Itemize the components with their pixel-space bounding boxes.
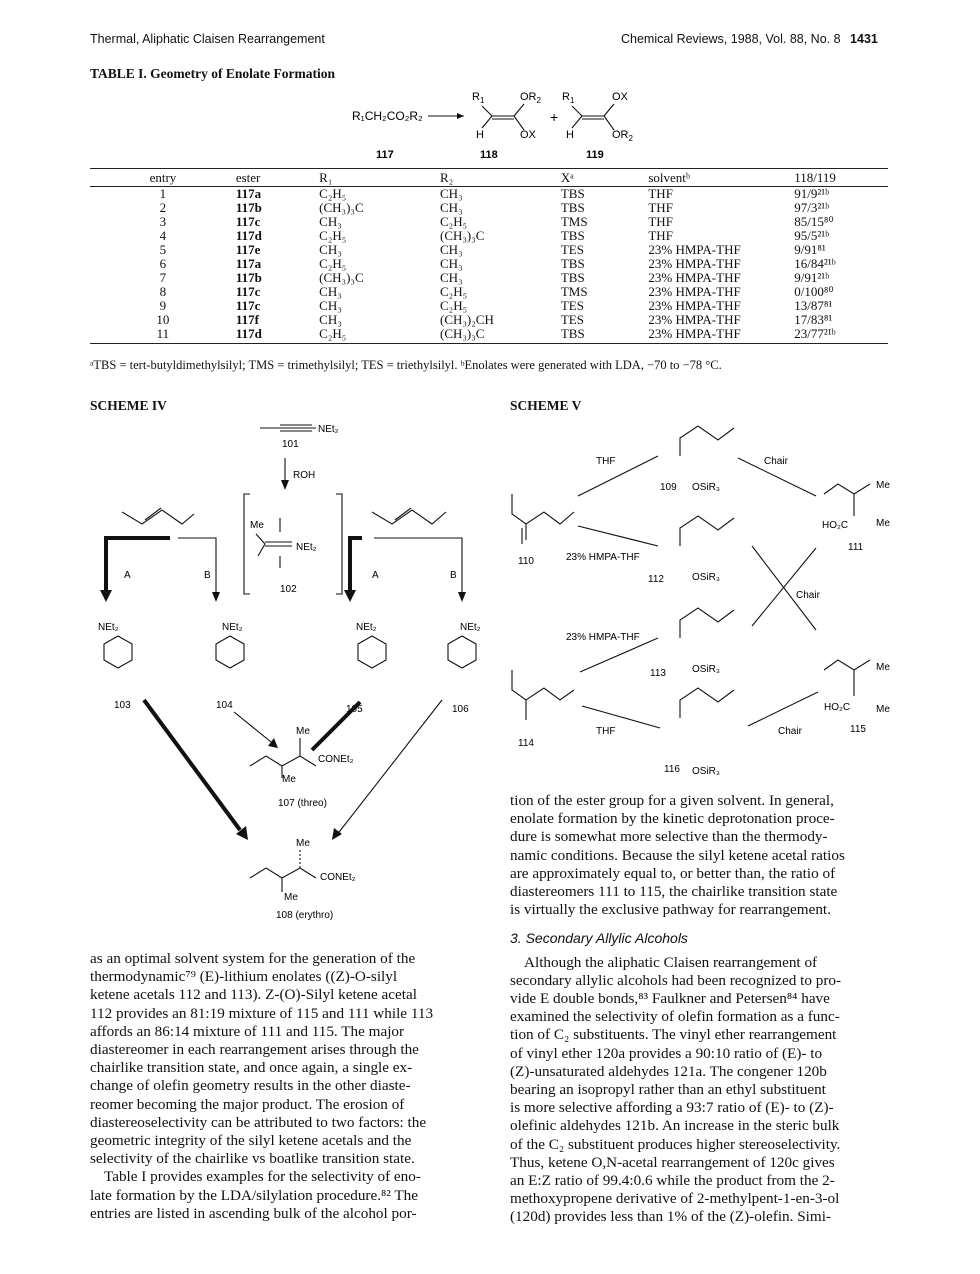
table-cell: 17/83⁸¹: [794, 312, 833, 327]
table-cell: 23% HMPA-THF: [648, 312, 741, 327]
text-line: diastereomer in each rearrangement arises through the: [90, 1041, 419, 1059]
text-line: reomer becoming the major product. The erosion of: [90, 1095, 405, 1113]
table-cell: 5: [159, 242, 167, 257]
chair-label-3: Chair: [778, 726, 802, 737]
table-cell: 23% HMPA-THF: [648, 298, 741, 313]
path-a-left: A: [124, 570, 131, 581]
path-b-left: B: [204, 570, 211, 581]
svg-text:R1: $R_1$: [562, 91, 575, 105]
table-cell: 117b: [235, 270, 262, 285]
label-110: 110: [518, 556, 534, 567]
table-row: [90, 271, 888, 285]
scheme-v-diagram: [498, 416, 898, 786]
ho2c-115: HO₂C: [824, 702, 851, 713]
running-header-title: Thermal, Aliphatic Claisen Rearrangement: [90, 32, 325, 46]
table-cell: 117c: [235, 298, 261, 313]
table-row: [90, 257, 888, 271]
table-cell: THF: [648, 228, 673, 243]
table-cell: TES: [560, 312, 584, 327]
table-cell: TBS: [560, 228, 585, 243]
table-cell: TBS: [560, 270, 585, 285]
table-cell: 117e: [235, 242, 261, 257]
table-cell: C₂H₅: [440, 214, 468, 229]
table-row: [90, 215, 888, 229]
table-cell: 7: [159, 270, 167, 285]
table-cell: 117a: [235, 186, 262, 201]
page-number: 1431: [850, 32, 878, 46]
text-line: tion of C₂ substituents. The vinyl ether rearrangement: [510, 1026, 837, 1044]
label-107: 107 (threo): [278, 798, 327, 809]
osir3-112: OSiR₃: [692, 572, 720, 583]
structure-119: [572, 104, 614, 130]
table-title: TABLE I. Geometry of Enolate Formation: [90, 66, 335, 81]
label-114: 114: [518, 738, 534, 749]
table-cell: 117c: [235, 284, 261, 299]
table-cell: (CH₃)₃C: [440, 327, 561, 344]
table-cell: 85/15⁸⁰: [794, 214, 834, 229]
text-line: is virtually the exclusive pathway for rearrangement.: [510, 901, 831, 919]
section-heading: 3. Secondary Allylic Alcohols: [510, 930, 688, 947]
table-cell: 2: [159, 200, 167, 215]
me-102: Me: [250, 520, 264, 531]
table-cell: 23% HMPA-THF: [648, 270, 741, 285]
table-cell: TES: [560, 298, 584, 313]
table-cell: (CH₃)₃C: [319, 200, 364, 215]
label-109: 109: [660, 482, 677, 493]
osir3-113: OSiR₃: [692, 664, 720, 675]
text-line: is more selective affording a 93:7 ratio of (E)- to (Z)-: [510, 1099, 834, 1117]
col-entry: entry: [90, 169, 236, 187]
label-106: 106: [452, 704, 469, 715]
table-cell: 9/91²¹ᵇ: [794, 270, 830, 285]
text-line: examined the selectivity of olefin formation as a func-: [510, 1008, 840, 1026]
table-cell: 1: [159, 186, 167, 201]
text-line: of vinyl ether 120a provides a 90:10 ratio of (E)- to: [510, 1044, 823, 1062]
col-solvent: solventᵇ: [648, 169, 794, 187]
table-cell: TBS: [560, 200, 585, 215]
label-117: 117: [376, 149, 394, 161]
table-cell: 97/3²¹ᵇ: [794, 200, 830, 215]
table-cell: C₂H₅: [319, 327, 440, 344]
label-101: 101: [282, 439, 299, 450]
label-104: 104: [216, 700, 233, 711]
table-cell: CH₃: [440, 270, 463, 285]
text-line: diastereoselectivity can be attributed to two factors: the: [90, 1113, 427, 1131]
text-line: dure is somewhat more selective than the thermody-: [510, 828, 828, 846]
thf-label-top: THF: [596, 456, 616, 467]
label-105: 105: [346, 704, 363, 715]
table-row: [90, 285, 888, 299]
table-header-row: [90, 169, 888, 187]
table-cell: 3: [159, 214, 167, 229]
table-cell: 16/84²¹ᵇ: [794, 256, 836, 271]
table-cell: 117b: [235, 200, 262, 215]
table-cell: 95/5²¹ᵇ: [794, 228, 830, 243]
table-cell: CH₃: [440, 200, 463, 215]
chair-label-1: Chair: [764, 456, 788, 467]
left-paragraph-1: [90, 950, 474, 1168]
net2-102: NEt₂: [296, 542, 317, 553]
left-column-text: [90, 950, 474, 1223]
text-line: bearing an isopropyl rather than an ethyl substituent: [510, 1081, 826, 1099]
me-115-top: Me: [876, 662, 890, 673]
table-row: [90, 313, 888, 327]
table-cell: C₂H₅: [440, 298, 468, 313]
table-cell: CH₃: [319, 312, 342, 327]
table-cell: TMS: [560, 284, 588, 299]
scheme-v-title: SCHEME V: [510, 398, 582, 413]
label-111: 111: [848, 542, 864, 553]
chair-label-2: Chair: [796, 590, 820, 601]
table-cell: 117d: [235, 228, 262, 243]
table-row: [90, 187, 888, 202]
table-cell: 6: [159, 256, 167, 271]
enolate-geometry-table: [90, 168, 888, 344]
label-108: 108 (erythro): [276, 910, 334, 921]
table-cell: THF: [648, 200, 673, 215]
table-cell: CH₃: [319, 298, 342, 313]
me-115-bottom: Me: [876, 704, 890, 715]
table-cell: 13/87⁸¹: [794, 298, 833, 313]
conet2-108: CONEt₂: [320, 872, 356, 883]
table-cell: C₂H₅: [319, 228, 347, 243]
table-cell: 8: [159, 284, 167, 299]
text-line: olefinic aldehydes 121b. An increase in the steric bulk: [510, 1117, 840, 1135]
label-102: 102: [280, 584, 297, 595]
text-line: entries are listed in ascending bulk of the alcohol por-: [90, 1204, 417, 1222]
right-column-text: [510, 792, 890, 1227]
net2-103: NEt₂: [98, 622, 119, 633]
table-cell: 117a: [235, 256, 262, 271]
net2-105: NEt₂: [356, 622, 377, 633]
text-line: of the C₂ substituent produces higher stereoselectivity.: [510, 1135, 841, 1153]
svg-text:OX: OX: [612, 91, 628, 103]
table-row: [90, 201, 888, 215]
label-115: 115: [850, 724, 866, 735]
label-113: 113: [650, 668, 666, 679]
text-line: enolate formation by the kinetic deprotonation proce-: [510, 810, 835, 828]
table-cell: C₂H₅: [440, 284, 468, 299]
table-row: [90, 299, 888, 313]
table-cell: CH₃: [319, 242, 342, 257]
table-cell: CH₃: [440, 256, 463, 271]
me-108-bottom: Me: [284, 892, 298, 903]
right-paragraph-1: [510, 792, 890, 919]
reaction-arrow-head: [457, 113, 464, 119]
right-paragraph-2: [510, 954, 890, 1227]
table-cell: 23% HMPA-THF: [648, 256, 741, 271]
hmpa-label-top: 23% HMPA-THF: [566, 552, 640, 563]
text-line: (120d) provides less than 1% of the (Z)-olefin. Simi-: [510, 1208, 831, 1226]
osir3-109: OSiR₃: [692, 482, 720, 493]
table-cell: 11: [90, 327, 236, 344]
label-103: 103: [114, 700, 131, 711]
table-cell: THF: [648, 214, 673, 229]
scheme-iv-title: SCHEME IV: [90, 398, 167, 413]
table-cell: TBS: [561, 327, 649, 344]
hmpa-label-bottom: 23% HMPA-THF: [566, 632, 640, 643]
table-cell: (CH₃)₂CH: [440, 312, 494, 327]
text-line: ketene acetals 112 and 113). Z-(O)-Silyl ketene acetal: [90, 986, 417, 1004]
text-line: affords an 86:14 mixture of 111 and 115. The major: [90, 1022, 405, 1040]
table-cell: C₂H₅: [319, 186, 347, 201]
thf-label-bottom: THF: [596, 726, 616, 737]
svg-text:OR2: $OR_2$: [520, 91, 541, 105]
text-line: change of olefin geometry results in the other diaste-: [90, 1077, 411, 1095]
text-line: Table I provides examples for the selectivity of eno-: [104, 1168, 421, 1186]
left-paragraph-2: [90, 1168, 474, 1223]
label-118: 118: [480, 149, 498, 161]
me-108-top: Me: [296, 838, 310, 849]
structure-118: [482, 104, 524, 130]
text-line: (Z)-unsaturated aldehydes 121a. The congener 120b: [510, 1062, 827, 1080]
me-111-bottom: Me: [876, 518, 890, 529]
table-cell: CH₃: [440, 242, 463, 257]
label-116: 116: [664, 764, 680, 775]
table-cell: TBS: [560, 256, 585, 271]
table-cell: TBS: [560, 186, 585, 201]
table-cell: C₂H₅: [319, 256, 347, 271]
osir3-116: OSiR₃: [692, 766, 720, 777]
table-row: [90, 243, 888, 257]
svg-text:OR2: $OR_2$: [612, 129, 633, 143]
conet2-107: CONEt₂: [318, 754, 354, 765]
text-line: diastereomers 111 to 115, the chairlike transition state: [510, 883, 838, 901]
table-cell: 117f: [235, 312, 259, 327]
table-cell: 23% HMPA-THF: [648, 242, 741, 257]
text-line: secondary allylic alcohols had been recognized to pro-: [510, 971, 842, 989]
path-b-right: B: [450, 570, 457, 581]
label-119: 119: [586, 149, 604, 161]
me-107-bottom: Me: [282, 774, 296, 785]
col-r1: R₁: [319, 169, 440, 187]
enolate-reaction-scheme: [340, 86, 670, 166]
table-cell: TMS: [560, 214, 588, 229]
table-cell: 9: [159, 298, 167, 313]
table-cell: 4: [159, 228, 167, 243]
ester-formula: R₁CH₂CO₂R₂: [352, 109, 423, 123]
svg-text:H: H: [566, 129, 574, 141]
table-footnote: ᵃTBS = tert-butyldimethylsilyl; TMS = trimethylsilyl; TES = triethylsilyl. ᵇEnolates were generated with LDA, −70 to −78 °C.: [90, 358, 722, 372]
table-cell: CH₃: [440, 186, 463, 201]
table-cell: (CH₃)₃C: [440, 228, 485, 243]
text-line: geometric integrity of the silyl ketene acetals and the: [90, 1132, 412, 1150]
text-line: are approximately equal to, or better than, the ratio of: [510, 864, 836, 882]
table-cell: CH₃: [319, 284, 342, 299]
table-cell: TES: [560, 242, 584, 257]
text-line: chairlike transition state, and once again, a single ex-: [90, 1059, 413, 1077]
net2-104: NEt₂: [222, 622, 243, 633]
text-line: 112 provides an 81:19 mixture of 115 and 111 while 113: [90, 1004, 434, 1022]
table-cell: CH₃: [319, 214, 342, 229]
me-107-top: Me: [296, 726, 310, 737]
text-line: late formation by the LDA/silylation procedure.⁸² The: [90, 1186, 418, 1204]
table-cell: 23% HMPA-THF: [648, 327, 794, 344]
svg-text:H: H: [476, 129, 484, 141]
net2-106: NEt₂: [460, 622, 481, 633]
running-header-journal: [621, 32, 878, 46]
col-ester: ester: [236, 169, 319, 187]
text-line: Although the aliphatic Claisen rearrangement of: [524, 953, 818, 971]
label-112: 112: [648, 574, 664, 585]
text-line: methoxypropene derivative of 2-methylpent-1-en-3-ol: [510, 1190, 840, 1208]
text-line: selectivity of the chairlike vs boatlike transition state.: [90, 1150, 415, 1168]
text-line: tion of the ester group for a given solvent. In general,: [510, 792, 834, 809]
table-cell: 91/9²¹ᵇ: [794, 186, 830, 201]
text-line: namic conditions. Because the silyl ketene acetal ratios: [510, 846, 845, 864]
table-cell: 117c: [235, 214, 261, 229]
table-cell: 9/91⁸¹: [794, 242, 826, 257]
journal-citation: Chemical Reviews, 1988, Vol. 88, No. 8: [621, 32, 841, 46]
table-row: [90, 229, 888, 243]
roh-label: ROH: [293, 470, 316, 481]
path-a-right: A: [372, 570, 379, 581]
table-row: [90, 327, 888, 344]
scheme-iv-diagram: [90, 416, 490, 936]
svg-text:R1: $R_1$: [472, 91, 485, 105]
col-x: Xᵃ: [561, 169, 649, 187]
text-line: thermodynamic⁷⁹ (E)-lithium enolates ((Z)-O-silyl: [90, 968, 398, 986]
net2-101: NEt₂: [318, 424, 339, 435]
me-111-top: Me: [876, 480, 890, 491]
text-line: as an optimal solvent system for the generation of the: [90, 950, 416, 967]
svg-text:OX: OX: [520, 129, 536, 141]
table-cell: THF: [648, 186, 673, 201]
table-cell: 23% HMPA-THF: [648, 284, 741, 299]
table-cell: 0/100⁸⁰: [794, 284, 834, 299]
svg-text:+: +: [550, 109, 559, 125]
ho2c-111: HO₂C: [822, 520, 849, 531]
text-line: Thus, ketene O,N-acetal rearrangement of 120c gives: [510, 1153, 835, 1171]
table-cell: 23/77²¹ᵇ: [794, 327, 888, 344]
table-cell: 117d: [236, 327, 319, 344]
col-r2: R₂: [440, 169, 561, 187]
text-line: vide E double bonds,⁸³ Faulkner and Petersen⁸⁴ have: [510, 990, 830, 1008]
table-cell: (CH₃)₃C: [319, 270, 364, 285]
text-line: an E:Z ratio of 99.4:0.6 while the product from the 2-: [510, 1172, 835, 1190]
col-ratio: 118/119: [794, 169, 888, 187]
table-cell: 10: [156, 312, 170, 327]
